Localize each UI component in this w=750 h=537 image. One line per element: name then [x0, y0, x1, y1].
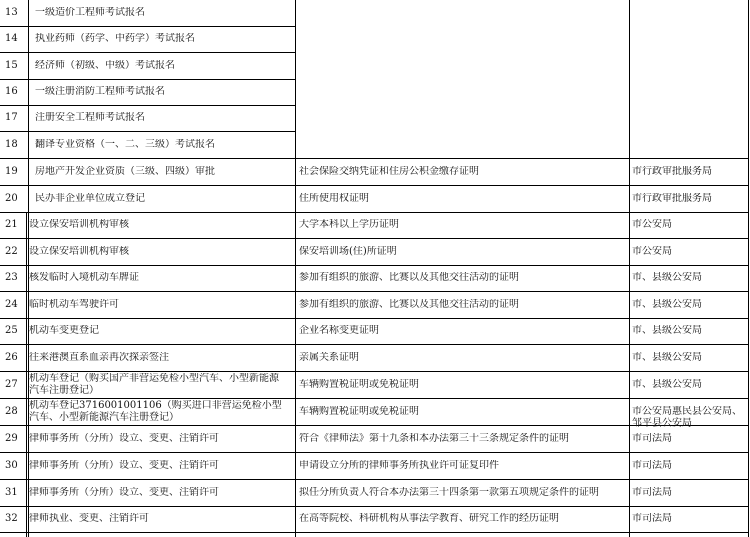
cell-no: 29 — [5, 433, 18, 444]
col-divider-right — [748, 0, 749, 537]
cell-no: 25 — [5, 325, 18, 336]
cell-no: 13 — [5, 7, 18, 18]
cell-no: 23 — [5, 272, 18, 283]
cell-item: 机动车登记（购买国产非营运免检小型汽车、小型新能源汽车注册登记） — [29, 373, 279, 396]
cell-item: 房地产开发企业资质（三级、四级）审批 — [35, 166, 215, 177]
cell-item: 临时机动车驾驶许可 — [29, 299, 119, 310]
cell-item: 民办非企业单位成立登记 — [35, 193, 145, 204]
cell-no: 26 — [5, 352, 18, 363]
cell-dept: 市公安局 — [632, 219, 672, 230]
cell-item: 机动车登记3716001001106（购买进口非营运免检小型汽车、小型新能源汽车注册登记） — [29, 400, 282, 423]
cell-item: 往来港澳直系血亲再次探亲签注 — [29, 352, 169, 363]
cell-no: 32 — [5, 513, 18, 524]
cell-material: 符合《律师法》第十九条和本办法第三十三条规定条件的证明 — [299, 433, 569, 444]
col-divider-number — [28, 0, 29, 537]
cell-item: 设立保安培训机构审核 — [29, 246, 129, 257]
row-divider — [0, 371, 748, 372]
row-divider — [0, 26, 295, 27]
cell-item: 律师事务所（分所）设立、变更、注销许可 — [29, 487, 219, 498]
cell-no: 20 — [5, 193, 18, 204]
row-divider — [0, 291, 748, 292]
cell-material: 亲属关系证明 — [299, 352, 359, 363]
cell-material: 企业名称变更证明 — [299, 325, 379, 336]
cell-dept: 市司法局 — [632, 433, 672, 444]
cell-material: 拟任分所负责人符合本办法第三十四条第一款第五项规定条件的证明 — [299, 487, 599, 498]
cell-dept: 市司法局 — [632, 487, 672, 498]
cell-dept: 市、县级公安局 — [632, 352, 702, 363]
cell-dept: 市公安局 — [632, 246, 672, 257]
cell-dept: 市、县级公安局 — [632, 379, 702, 390]
row-divider — [0, 398, 748, 399]
cell-item: 经济师（初级、中级）考试报名 — [35, 60, 175, 71]
cell-no: 22 — [5, 246, 18, 257]
cell-item: 设立保安培训机构审核 — [29, 219, 129, 230]
cell-no: 24 — [5, 299, 18, 310]
cell-no: 31 — [5, 487, 18, 498]
cell-no: 30 — [5, 460, 18, 471]
cell-dept: 市、县级公安局 — [632, 299, 702, 310]
cell-no: 17 — [5, 112, 18, 123]
cell-item: 一级造价工程师考试报名 — [35, 7, 145, 18]
cell-material: 车辆购置税证明或免税证明 — [299, 406, 419, 417]
cell-dept: 市行政审批服务局 — [632, 166, 712, 177]
row-divider — [0, 532, 748, 533]
row-divider — [0, 318, 748, 319]
cell-item: 律师事务所（分所）设立、变更、注销许可 — [29, 460, 219, 471]
col-divider-material — [629, 0, 630, 537]
cell-item: 律师执业、变更、注销许可 — [29, 513, 149, 524]
cell-item: 执业药师（药学、中药学）考试报名 — [35, 33, 195, 44]
cell-dept: 市司法局 — [632, 513, 672, 524]
row-divider — [0, 212, 748, 213]
cell-item: 核发临时入境机动车牌证 — [29, 272, 139, 283]
row-divider — [0, 452, 748, 453]
cell-no: 14 — [5, 33, 18, 44]
row-divider — [0, 344, 748, 345]
cell-no: 21 — [5, 219, 18, 230]
cell-item: 注册安全工程师考试报名 — [35, 112, 145, 123]
row-divider — [0, 185, 748, 186]
row-divider — [0, 52, 295, 53]
cell-material: 住所使用权证明 — [299, 193, 369, 204]
row-divider — [0, 131, 295, 132]
cell-no: 27 — [5, 379, 18, 390]
cell-material: 参加有组织的旅游、比赛以及其他交往活动的证明 — [299, 299, 519, 310]
cell-no: 15 — [5, 60, 18, 71]
cell-material: 申请设立分所的律师事务所执业许可证复印件 — [299, 460, 499, 471]
col-divider-item — [295, 0, 296, 537]
row-divider — [0, 479, 748, 480]
cell-no: 16 — [5, 86, 18, 97]
cell-dept: 市公安局惠民县公安局、邹平县公安局 — [632, 406, 742, 429]
row-divider — [0, 265, 748, 266]
row-divider — [0, 105, 295, 106]
cell-material: 参加有组织的旅游、比赛以及其他交往活动的证明 — [299, 272, 519, 283]
row-divider — [0, 238, 748, 239]
row-divider — [0, 506, 748, 507]
cell-material: 车辆购置税证明或免税证明 — [299, 379, 419, 390]
cell-no: 18 — [5, 139, 18, 150]
cell-dept: 市行政审批服务局 — [632, 193, 712, 204]
cell-dept: 市、县级公安局 — [632, 272, 702, 283]
cell-item: 一级注册消防工程师考试报名 — [35, 86, 165, 97]
cell-material: 大学本科以上学历证明 — [299, 219, 399, 230]
cell-material: 保安培训场(住)所证明 — [299, 246, 397, 257]
cell-item: 律师事务所（分所）设立、变更、注销许可 — [29, 433, 219, 444]
cell-dept: 市司法局 — [632, 460, 672, 471]
cell-item: 翻译专业资格（一、二、三级）考试报名 — [35, 139, 215, 150]
cell-item: 机动车变更登记 — [29, 325, 99, 336]
cell-no: 28 — [5, 406, 18, 417]
merged-block-bottom — [295, 158, 748, 159]
cell-dept: 市、县级公安局 — [632, 325, 702, 336]
cell-material: 在高等院校、科研机构从事法学教育、研究工作的经历证明 — [299, 513, 559, 524]
cell-no: 19 — [5, 166, 18, 177]
row-divider — [0, 79, 295, 80]
cell-material: 社会保险交纳凭证和住房公积金缴存证明 — [299, 166, 479, 177]
